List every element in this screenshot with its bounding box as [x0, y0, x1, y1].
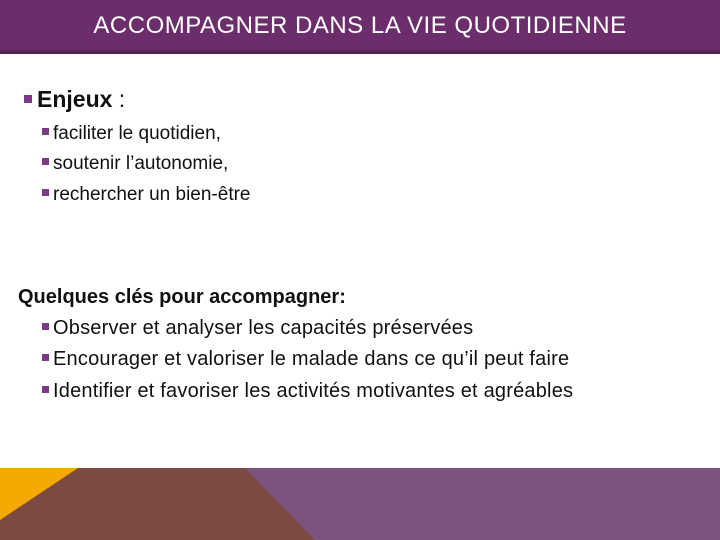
list-item — [42, 184, 251, 206]
square-bullet-icon — [42, 386, 49, 393]
list-item-text: Encourager et valoriser le malade dans ce qu’il peut faire — [53, 348, 570, 370]
enjeux-heading-suffix: : — [112, 86, 126, 112]
list-item-text: soutenir l’autonomie, — [53, 153, 229, 174]
list-item-text: Identifier et favoriser les activités motivantes et agréables — [53, 380, 574, 402]
footer-decoration — [0, 468, 720, 540]
slide-title: ACCOMPAGNER DANS LA VIE QUOTIDIENNE — [93, 12, 627, 39]
title-bar — [0, 0, 720, 54]
square-bullet-icon — [24, 95, 32, 103]
square-bullet-icon — [42, 323, 49, 330]
list-item — [42, 153, 228, 175]
enjeux-heading: Enjeux — [37, 86, 113, 112]
list-item — [42, 123, 221, 145]
list-item-text: faciliter le quotidien, — [53, 123, 221, 144]
square-bullet-icon — [42, 158, 49, 165]
list-item — [42, 317, 473, 340]
square-bullet-icon — [42, 128, 49, 135]
list-item — [42, 348, 569, 371]
square-bullet-icon — [42, 189, 49, 196]
list-item-text: Observer et analyser les capacités préservées — [53, 317, 474, 339]
enjeux-heading-line — [24, 86, 125, 113]
list-item — [42, 380, 573, 403]
cles-heading: Quelques clés pour accompagner: — [18, 286, 346, 308]
list-item-text: rechercher un bien-être — [53, 184, 251, 205]
square-bullet-icon — [42, 354, 49, 361]
title-bar-shade — [0, 48, 720, 54]
